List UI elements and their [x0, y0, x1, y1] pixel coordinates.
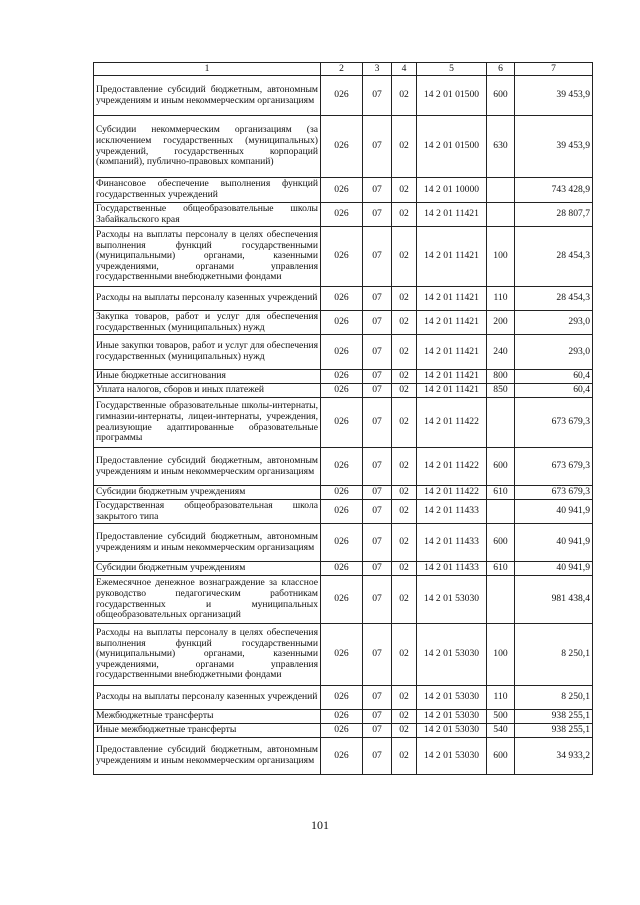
gr-code-cell: 026 [321, 116, 363, 178]
expense-type-cell: 610 [487, 486, 515, 500]
amount-cell: 673 679,3 [515, 448, 593, 486]
subsection-cell: 02 [392, 710, 417, 724]
target-article-cell: 14 2 01 11421 [417, 203, 487, 227]
amount-cell: 8 250,1 [515, 624, 593, 686]
table-row [94, 576, 593, 624]
expense-type-cell: 100 [487, 227, 515, 287]
table-row [94, 398, 593, 448]
target-article-cell: 14 2 01 53030 [417, 724, 487, 738]
section-cell: 07 [363, 384, 392, 398]
table-row [94, 335, 593, 370]
row-name-cell: Субсидии некоммерческим организациям (за исключением государственных (муниципальных) учреждений, государственных корпораций (компаний), публично-правовых компаний) [94, 116, 321, 178]
amount-cell: 981 438,4 [515, 576, 593, 624]
subsection-cell: 02 [392, 287, 417, 311]
target-article-cell: 14 2 01 11421 [417, 370, 487, 384]
section-cell: 07 [363, 311, 392, 335]
subsection-cell: 02 [392, 576, 417, 624]
expense-type-cell [487, 178, 515, 203]
header-cell-5: 5 [417, 63, 487, 76]
amount-cell: 39 453,9 [515, 116, 593, 178]
target-article-cell: 14 2 01 11421 [417, 384, 487, 398]
section-cell: 07 [363, 448, 392, 486]
target-article-cell: 14 2 01 11422 [417, 398, 487, 448]
subsection-cell: 02 [392, 384, 417, 398]
target-article-cell: 14 2 01 11433 [417, 562, 487, 576]
gr-code-cell: 026 [321, 178, 363, 203]
target-article-cell: 14 2 01 10000 [417, 178, 487, 203]
subsection-cell: 02 [392, 486, 417, 500]
header-cell-4: 4 [392, 63, 417, 76]
gr-code-cell: 026 [321, 227, 363, 287]
amount-cell: 40 941,9 [515, 562, 593, 576]
table-row [94, 486, 593, 500]
section-cell: 07 [363, 227, 392, 287]
row-name-cell: Финансовое обеспечение выполнения функций государственных учреждений [94, 178, 321, 203]
row-name-cell: Предоставление субсидий бюджетным, автономным учреждениям и иным некоммерческим организациям [94, 524, 321, 562]
header-cell-1: 1 [94, 63, 321, 76]
gr-code-cell: 026 [321, 500, 363, 524]
row-name-cell: Предоставление субсидий бюджетным, автономным учреждениям и иным некоммерческим организациям [94, 76, 321, 116]
expense-type-cell [487, 500, 515, 524]
amount-cell: 673 679,3 [515, 398, 593, 448]
expense-type-cell: 610 [487, 562, 515, 576]
section-cell: 07 [363, 686, 392, 710]
row-name-cell: Расходы на выплаты персоналу в целях обеспечения выполнения функций государственными (муниципальными) органами, казенными учреждениями, органами управления государственными внебюджетными фондами [94, 227, 321, 287]
row-name-cell: Иные закупки товаров, работ и услуг для обеспечения государственных (муниципальных) нужд [94, 335, 321, 370]
budget-table [93, 62, 593, 775]
expense-type-cell [487, 203, 515, 227]
amount-cell: 39 453,9 [515, 76, 593, 116]
target-article-cell: 14 2 01 11433 [417, 524, 487, 562]
target-article-cell: 14 2 01 11421 [417, 227, 487, 287]
table-row [94, 384, 593, 398]
expense-type-cell: 540 [487, 724, 515, 738]
subsection-cell: 02 [392, 398, 417, 448]
row-name-cell: Ежемесячное денежное вознаграждение за классное руководство педагогическим работникам государственных и муниципальных общеобразовательных организаций [94, 576, 321, 624]
subsection-cell: 02 [392, 524, 417, 562]
amount-cell: 293,0 [515, 311, 593, 335]
row-name-cell: Предоставление субсидий бюджетным, автономным учреждениям и иным некоммерческим организациям [94, 738, 321, 775]
row-name-cell: Государственная общеобразовательная школа закрытого типа [94, 500, 321, 524]
table-body [94, 76, 593, 775]
table-row [94, 76, 593, 116]
subsection-cell: 02 [392, 76, 417, 116]
row-name-cell: Уплата налогов, сборов и иных платежей [94, 384, 321, 398]
target-article-cell: 14 2 01 53030 [417, 576, 487, 624]
section-cell: 07 [363, 287, 392, 311]
amount-cell: 8 250,1 [515, 686, 593, 710]
amount-cell: 60,4 [515, 370, 593, 384]
section-cell: 07 [363, 486, 392, 500]
header-row [94, 63, 593, 76]
expense-type-cell: 110 [487, 686, 515, 710]
subsection-cell: 02 [392, 738, 417, 775]
subsection-cell: 02 [392, 178, 417, 203]
gr-code-cell: 026 [321, 524, 363, 562]
table-row [94, 370, 593, 384]
expense-type-cell [487, 398, 515, 448]
expense-type-cell: 600 [487, 738, 515, 775]
expense-type-cell: 240 [487, 335, 515, 370]
expense-type-cell: 600 [487, 76, 515, 116]
table-row [94, 524, 593, 562]
section-cell: 07 [363, 710, 392, 724]
gr-code-cell: 026 [321, 724, 363, 738]
target-article-cell: 14 2 01 53030 [417, 710, 487, 724]
table-row [94, 686, 593, 710]
section-cell: 07 [363, 178, 392, 203]
target-article-cell: 14 2 01 11422 [417, 448, 487, 486]
gr-code-cell: 026 [321, 486, 363, 500]
subsection-cell: 02 [392, 203, 417, 227]
gr-code-cell: 026 [321, 370, 363, 384]
row-name-cell: Иные межбюджетные трансферты [94, 724, 321, 738]
gr-code-cell: 026 [321, 203, 363, 227]
table-row [94, 311, 593, 335]
row-name-cell: Межбюджетные трансферты [94, 710, 321, 724]
amount-cell: 673 679,3 [515, 486, 593, 500]
table-row [94, 500, 593, 524]
page-number: 101 [311, 818, 329, 832]
expense-type-cell: 600 [487, 448, 515, 486]
row-name-cell: Расходы на выплаты персоналу в целях обеспечения выполнения функций государственными (муниципальными) органами, казенными учреждениями, органами управления государственными внебюджетными фондами [94, 624, 321, 686]
target-article-cell: 14 2 01 11421 [417, 311, 487, 335]
table-row [94, 203, 593, 227]
gr-code-cell: 026 [321, 738, 363, 775]
target-article-cell: 14 2 01 01500 [417, 116, 487, 178]
row-name-cell: Субсидии бюджетным учреждениям [94, 562, 321, 576]
section-cell: 07 [363, 116, 392, 178]
row-name-cell: Государственные общеобразовательные школы Забайкальского края [94, 203, 321, 227]
subsection-cell: 02 [392, 116, 417, 178]
section-cell: 07 [363, 335, 392, 370]
row-name-cell: Субсидии бюджетным учреждениям [94, 486, 321, 500]
section-cell: 07 [363, 203, 392, 227]
gr-code-cell: 026 [321, 398, 363, 448]
target-article-cell: 14 2 01 01500 [417, 76, 487, 116]
gr-code-cell: 026 [321, 448, 363, 486]
subsection-cell: 02 [392, 624, 417, 686]
section-cell: 07 [363, 562, 392, 576]
target-article-cell: 14 2 01 53030 [417, 624, 487, 686]
table-row [94, 724, 593, 738]
subsection-cell: 02 [392, 227, 417, 287]
table-row [94, 710, 593, 724]
amount-cell: 28 454,3 [515, 287, 593, 311]
gr-code-cell: 026 [321, 624, 363, 686]
table-row [94, 738, 593, 775]
expense-type-cell: 850 [487, 384, 515, 398]
gr-code-cell: 026 [321, 562, 363, 576]
section-cell: 07 [363, 738, 392, 775]
table-row [94, 448, 593, 486]
amount-cell: 40 941,9 [515, 524, 593, 562]
header-cell-7: 7 [515, 63, 593, 76]
subsection-cell: 02 [392, 448, 417, 486]
target-article-cell: 14 2 01 11433 [417, 500, 487, 524]
section-cell: 07 [363, 398, 392, 448]
expense-type-cell: 600 [487, 524, 515, 562]
section-cell: 07 [363, 724, 392, 738]
expense-type-cell [487, 576, 515, 624]
target-article-cell: 14 2 01 11421 [417, 335, 487, 370]
header-cell-2: 2 [321, 63, 363, 76]
target-article-cell: 14 2 01 11422 [417, 486, 487, 500]
amount-cell: 938 255,1 [515, 710, 593, 724]
subsection-cell: 02 [392, 500, 417, 524]
row-name-cell: Предоставление субсидий бюджетным, автономным учреждениям и иным некоммерческим организациям [94, 448, 321, 486]
subsection-cell: 02 [392, 686, 417, 710]
subsection-cell: 02 [392, 335, 417, 370]
table-row [94, 562, 593, 576]
section-cell: 07 [363, 624, 392, 686]
row-name-cell: Закупка товаров, работ и услуг для обеспечения государственных (муниципальных) нужд [94, 311, 321, 335]
expense-type-cell: 630 [487, 116, 515, 178]
section-cell: 07 [363, 370, 392, 384]
section-cell: 07 [363, 524, 392, 562]
gr-code-cell: 026 [321, 384, 363, 398]
amount-cell: 743 428,9 [515, 178, 593, 203]
subsection-cell: 02 [392, 311, 417, 335]
gr-code-cell: 026 [321, 576, 363, 624]
amount-cell: 28 454,3 [515, 227, 593, 287]
subsection-cell: 02 [392, 562, 417, 576]
row-name-cell: Расходы на выплаты персоналу казенных учреждений [94, 287, 321, 311]
amount-cell: 60,4 [515, 384, 593, 398]
target-article-cell: 14 2 01 11421 [417, 287, 487, 311]
table-row [94, 116, 593, 178]
table-row [94, 624, 593, 686]
expense-type-cell: 200 [487, 311, 515, 335]
gr-code-cell: 026 [321, 311, 363, 335]
section-cell: 07 [363, 576, 392, 624]
gr-code-cell: 026 [321, 76, 363, 116]
target-article-cell: 14 2 01 53030 [417, 738, 487, 775]
gr-code-cell: 026 [321, 335, 363, 370]
row-name-cell: Государственные образовательные школы-интернаты, гимназии-интернаты, лицеи-интернаты, учреждения, реализующие адаптированные образовательные программы [94, 398, 321, 448]
amount-cell: 293,0 [515, 335, 593, 370]
gr-code-cell: 026 [321, 287, 363, 311]
target-article-cell: 14 2 01 53030 [417, 686, 487, 710]
amount-cell: 40 941,9 [515, 500, 593, 524]
subsection-cell: 02 [392, 724, 417, 738]
gr-code-cell: 026 [321, 686, 363, 710]
table-row [94, 178, 593, 203]
table-row [94, 287, 593, 311]
section-cell: 07 [363, 76, 392, 116]
amount-cell: 938 255,1 [515, 724, 593, 738]
header-cell-3: 3 [363, 63, 392, 76]
expense-type-cell: 110 [487, 287, 515, 311]
row-name-cell: Иные бюджетные ассигнования [94, 370, 321, 384]
table-row [94, 227, 593, 287]
expense-type-cell: 500 [487, 710, 515, 724]
subsection-cell: 02 [392, 370, 417, 384]
expense-type-cell: 100 [487, 624, 515, 686]
section-cell: 07 [363, 500, 392, 524]
gr-code-cell: 026 [321, 710, 363, 724]
row-name-cell: Расходы на выплаты персоналу казенных учреждений [94, 686, 321, 710]
expense-type-cell: 800 [487, 370, 515, 384]
amount-cell: 28 807,7 [515, 203, 593, 227]
amount-cell: 34 933,2 [515, 738, 593, 775]
header-cell-6: 6 [487, 63, 515, 76]
